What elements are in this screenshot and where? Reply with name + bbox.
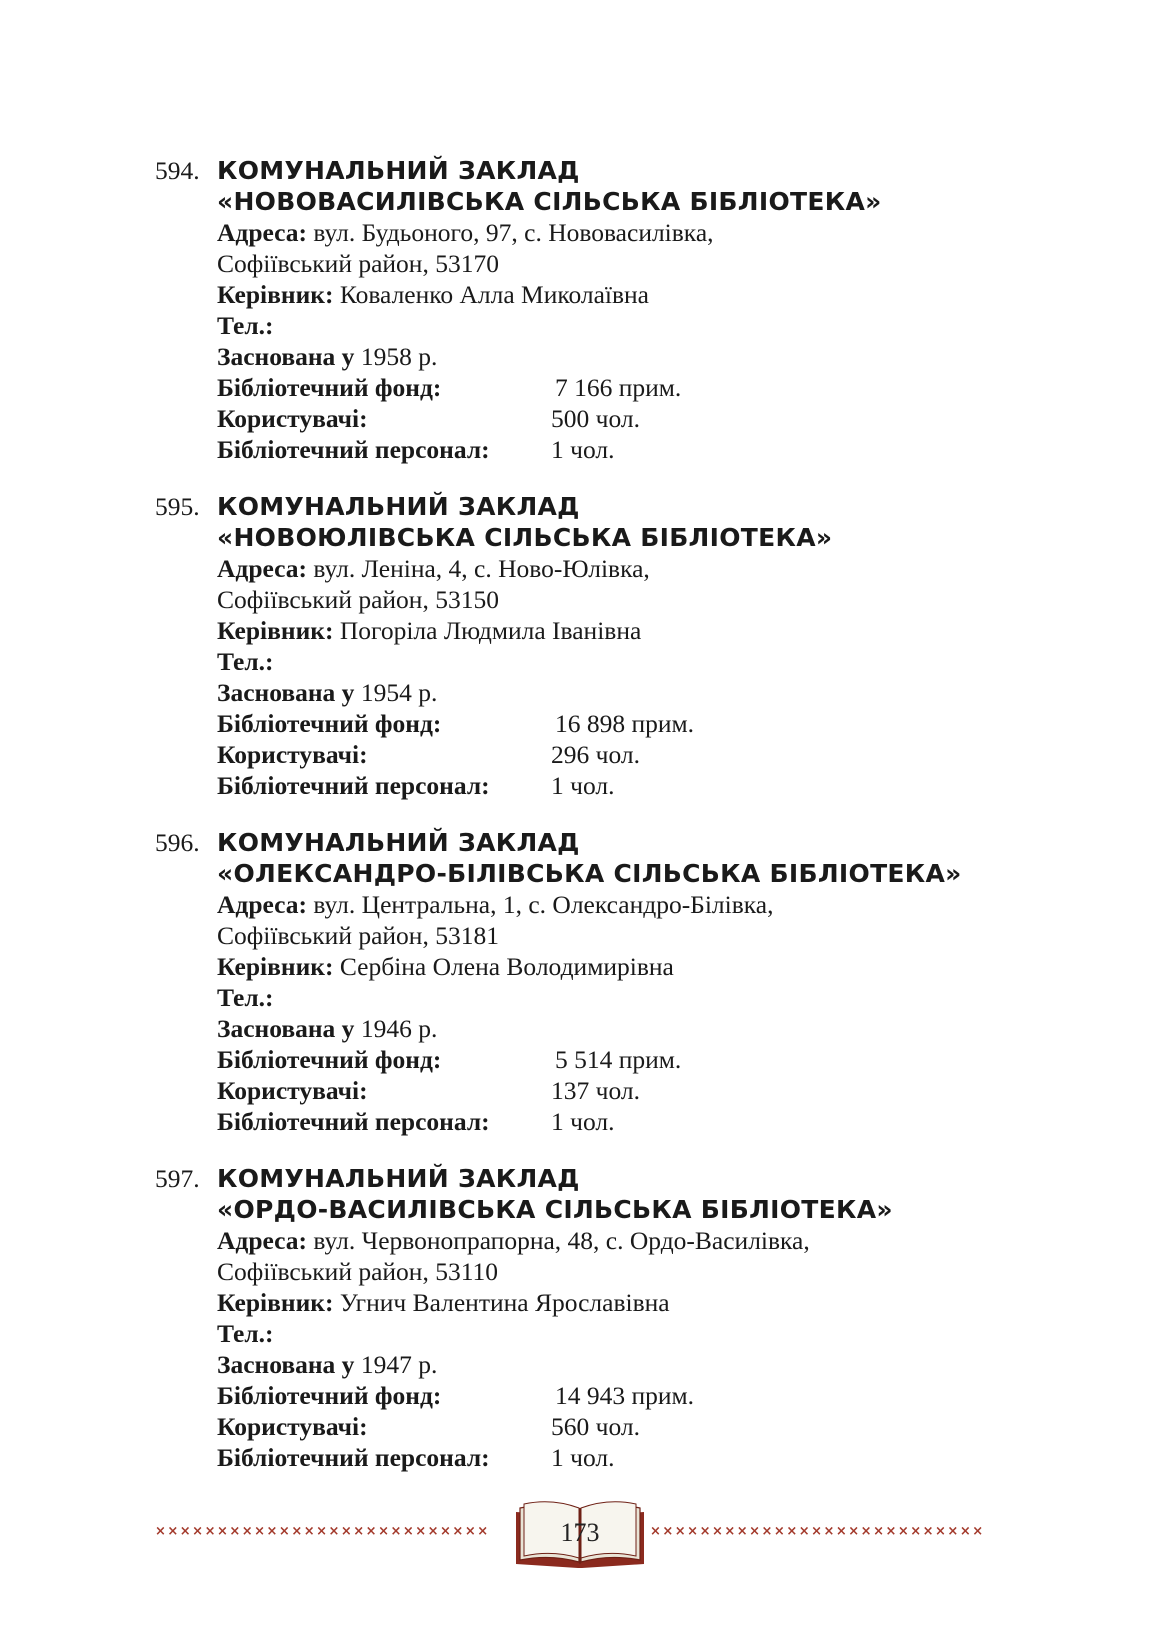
head-value: Погоріла Людмила Іванівна	[339, 616, 642, 645]
users-value: 500 чол.	[551, 404, 640, 433]
users-line	[155, 739, 1035, 770]
staff-label: Бібліотечний персонал:	[217, 771, 490, 800]
fund-line	[155, 372, 1035, 403]
founded-value: 1958 р.	[360, 342, 438, 371]
fund-line	[155, 1044, 1035, 1075]
entry-title-line2: «НОВОЮЛІВСЬКА СІЛЬСЬКА БІБЛІОТЕКА»	[217, 523, 833, 552]
users-value: 296 чол.	[551, 740, 640, 769]
head-value: Сербіна Олена Володимирівна	[339, 952, 674, 981]
founded-line	[155, 341, 1035, 372]
address-line	[155, 889, 1035, 920]
users-label: Користувачі:	[217, 1412, 368, 1441]
tel-label: Тел.:	[217, 311, 274, 340]
entry-title-line2: «ОРДО-ВАСИЛІВСЬКА СІЛЬСЬКА БІБЛІОТЕКА»	[217, 1195, 893, 1224]
founded-line	[155, 1349, 1035, 1380]
library-entry	[155, 491, 1035, 801]
users-label: Користувачі:	[217, 404, 368, 433]
tel-label: Тел.:	[217, 983, 274, 1012]
address-value: вул. Леніна, 4, с. Ново-Юлівка,	[313, 554, 650, 583]
fund-label: Бібліотечний фонд:	[217, 709, 442, 738]
fund-line	[155, 708, 1035, 739]
library-entry	[155, 827, 1035, 1137]
founded-label: Заснована у	[217, 678, 355, 707]
entry-title-line1: КОМУНАЛЬНИЙ ЗАКЛАД	[217, 1164, 580, 1193]
fund-label: Бібліотечний фонд:	[217, 1381, 442, 1410]
founded-value: 1954 р.	[360, 678, 438, 707]
founded-value: 1947 р.	[360, 1350, 438, 1379]
entry-title-line1: КОМУНАЛЬНИЙ ЗАКЛАД	[217, 156, 580, 185]
address-label: Адреса:	[217, 890, 307, 919]
entry-number: 594.	[155, 156, 200, 185]
address-value: вул. Центральна, 1, с. Олександро-Білівка,	[313, 890, 774, 919]
users-label: Користувачі:	[217, 1076, 368, 1105]
staff-label: Бібліотечний персонал:	[217, 435, 490, 464]
staff-value: 1 чол.	[551, 1443, 615, 1472]
founded-label: Заснована у	[217, 342, 355, 371]
open-book-icon	[510, 1498, 650, 1570]
staff-label: Бібліотечний персонал:	[217, 1443, 490, 1472]
staff-line	[155, 1442, 1035, 1473]
users-line	[155, 1075, 1035, 1106]
address-line	[155, 1225, 1035, 1256]
library-entry	[155, 1163, 1035, 1473]
entry-title-line1: КОМУНАЛЬНИЙ ЗАКЛАД	[217, 828, 580, 857]
staff-label: Бібліотечний персонал:	[217, 1107, 490, 1136]
users-line	[155, 1411, 1035, 1442]
entry-number: 595.	[155, 492, 200, 521]
fund-label: Бібліотечний фонд:	[217, 1045, 442, 1074]
staff-value: 1 чол.	[551, 435, 615, 464]
staff-value: 1 чол.	[551, 1107, 615, 1136]
entry-title-line1: КОМУНАЛЬНИЙ ЗАКЛАД	[217, 492, 580, 521]
address-value-cont: Софіївський район, 53150	[217, 585, 499, 614]
fund-value: 7 166 прим.	[555, 373, 682, 402]
address-label: Адреса:	[217, 554, 307, 583]
staff-line	[155, 434, 1035, 465]
entry-title-line2: «НОВОВАСИЛІВСЬКА СІЛЬСЬКА БІБЛІОТЕКА»	[217, 187, 882, 216]
head-value: Коваленко Алла Миколаївна	[339, 280, 649, 309]
address-value: вул. Будьоного, 97, с. Нововасилівка,	[313, 218, 714, 247]
founded-label: Заснована у	[217, 1350, 355, 1379]
staff-line	[155, 770, 1035, 801]
address-value-cont: Софіївський район, 53181	[217, 921, 499, 950]
tel-label: Тел.:	[217, 647, 274, 676]
address-line	[155, 553, 1035, 584]
users-value: 560 чол.	[551, 1412, 640, 1441]
founded-line	[155, 1013, 1035, 1044]
page-number: 173	[560, 1518, 600, 1547]
fund-value: 16 898 прим.	[555, 709, 695, 738]
address-label: Адреса:	[217, 1226, 307, 1255]
founded-value: 1946 р.	[360, 1014, 438, 1043]
page-footer	[0, 1490, 1164, 1570]
address-label: Адреса:	[217, 218, 307, 247]
library-entry	[155, 155, 1035, 465]
entry-number: 597.	[155, 1164, 200, 1193]
users-label: Користувачі:	[217, 740, 368, 769]
address-value-cont: Софіївський район, 53170	[217, 249, 499, 278]
entry-title-line2: «ОЛЕКСАНДРО-БІЛІВСЬКА СІЛЬСЬКА БІБЛІОТЕКА»	[217, 859, 962, 888]
head-label: Керівник:	[217, 1288, 334, 1317]
ornament-right: ×××××××××××××××××××××××××××	[650, 1524, 985, 1539]
head-line	[155, 951, 1035, 982]
users-line	[155, 403, 1035, 434]
fund-label: Бібліотечний фонд:	[217, 373, 442, 402]
head-line	[155, 279, 1035, 310]
fund-line	[155, 1380, 1035, 1411]
tel-label: Тел.:	[217, 1319, 274, 1348]
staff-line	[155, 1106, 1035, 1137]
address-value-cont: Софіївський район, 53110	[217, 1257, 499, 1286]
founded-label: Заснована у	[217, 1014, 355, 1043]
address-line	[155, 217, 1035, 248]
head-line	[155, 1287, 1035, 1318]
fund-value: 5 514 прим.	[555, 1045, 682, 1074]
staff-value: 1 чол.	[551, 771, 615, 800]
users-value: 137 чол.	[551, 1076, 640, 1105]
entry-number: 596.	[155, 828, 200, 857]
head-value: Угнич Валентина Ярославівна	[339, 1288, 670, 1317]
head-label: Керівник:	[217, 952, 334, 981]
head-line	[155, 615, 1035, 646]
address-value: вул. Червонопрапорна, 48, с. Ордо-Василівка,	[313, 1226, 810, 1255]
head-label: Керівник:	[217, 616, 334, 645]
head-label: Керівник:	[217, 280, 334, 309]
founded-line	[155, 677, 1035, 708]
fund-value: 14 943 прим.	[555, 1381, 695, 1410]
ornament-left: ×××××××××××××××××××××××××××	[155, 1524, 490, 1539]
